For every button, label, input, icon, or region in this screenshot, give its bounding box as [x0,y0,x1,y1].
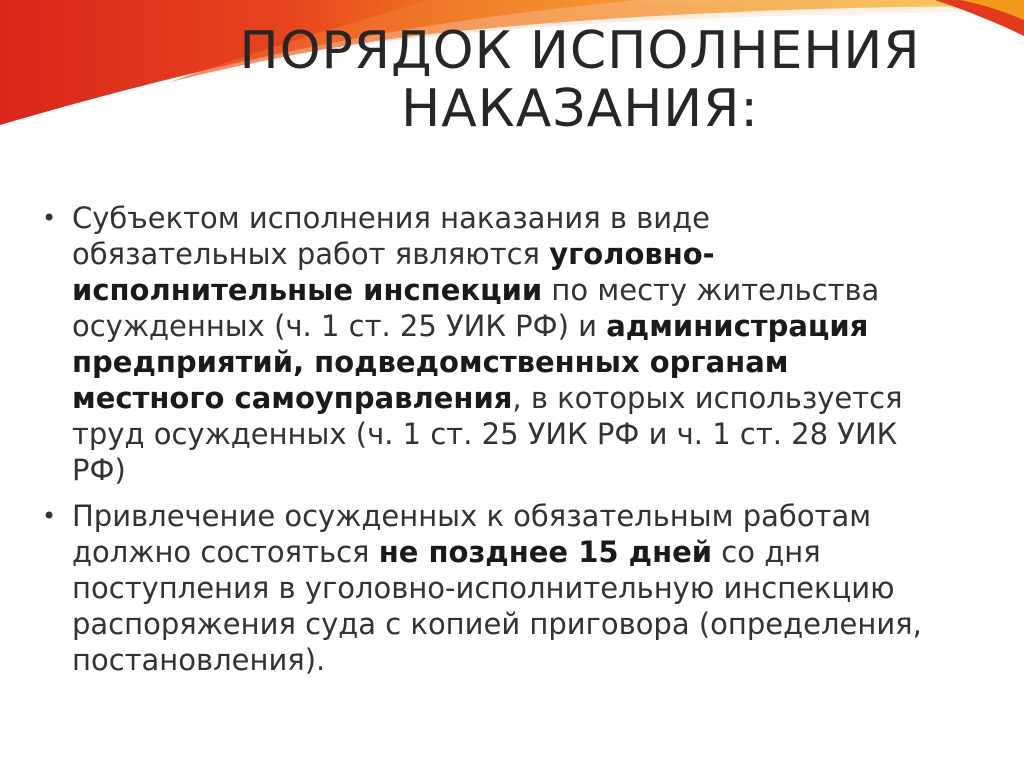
bullet-item [34,200,934,488]
bullet-list [34,200,934,688]
title-line-1: ПОРЯДОК ИСПОЛНЕНИЯ [239,21,921,81]
title-line-2: НАКАЗАНИЯ: [401,79,759,139]
bullet-marker: • [42,502,57,530]
bullet-marker: • [42,204,57,232]
text-segment: со дня поступления в уголовно-исполнительную инспекцию распоряжения суда с копией приговора (определения, постановления). [72,535,922,677]
text-segment: по месту жительства осужденных (ч. 1 ст. 25 УИК РФ) и [72,273,880,343]
page-title [170,22,990,138]
bold-text-segment: не позднее 15 дней [378,535,713,569]
bullet-text [72,499,922,677]
bullet-item [34,498,934,678]
text-segment: Привлечение осужденных к обязательным работам должно состояться [72,499,872,569]
text-segment: Субъектом исполнения наказания в виде обязательных работ являются [72,201,710,271]
bullet-text [72,201,903,487]
text-segment: , в которых используется труд осужденных (ч. 1 ст. 25 УИК РФ и ч. 1 ст. 28 УИК РФ) [72,381,903,487]
bold-text-segment: администрация предприятий, подведомственных органам местного самоуправления [72,309,869,415]
bold-text-segment: уголовно-исполнительные инспекции [72,237,715,307]
